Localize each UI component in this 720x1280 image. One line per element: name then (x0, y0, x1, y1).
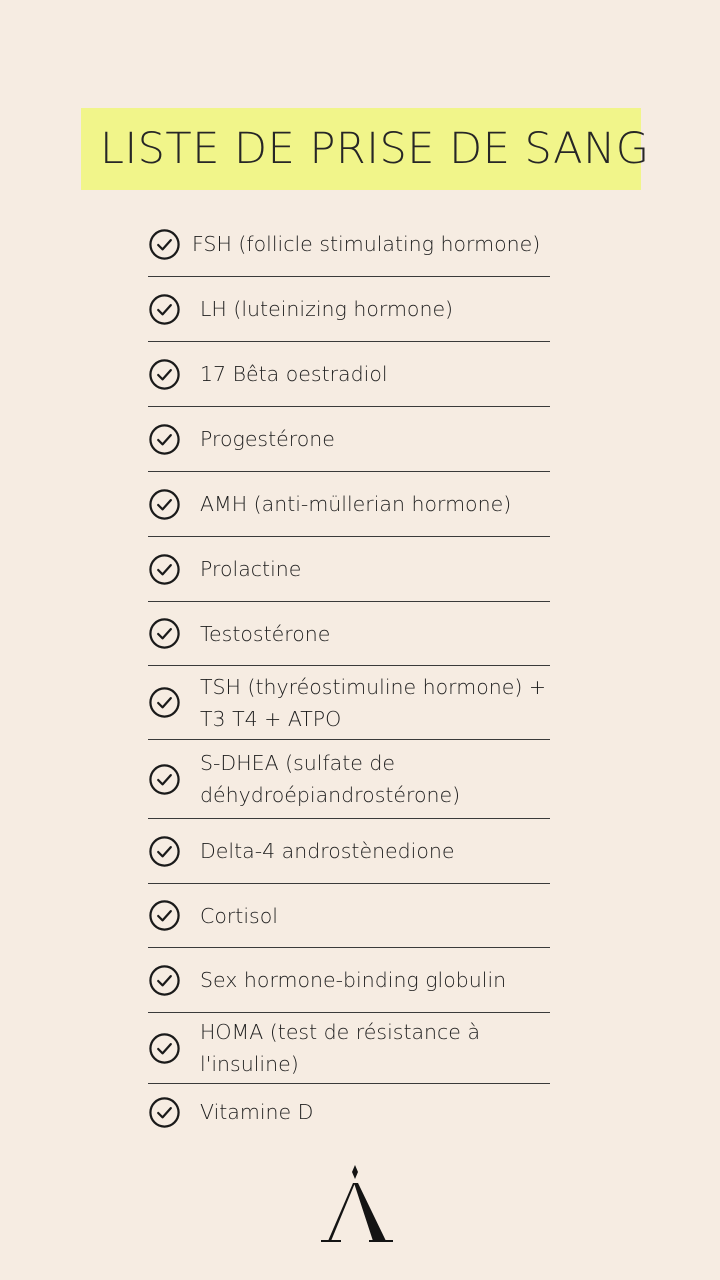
list-item-label: 17 Bêta oestradiol (200, 362, 388, 386)
page-title: LISTE DE PRISE DE SANG (100, 124, 650, 174)
check-circle-icon (148, 228, 181, 261)
list-item-label: S-DHEA (sulfate de déhydroépiandrostérone) (200, 751, 461, 807)
check-circle-icon (148, 835, 181, 868)
list-item (148, 407, 550, 472)
list-item-label: LH (luteinizing hormone) (200, 297, 454, 321)
list-item-label: Vitamine D (200, 1100, 314, 1124)
list-item (148, 740, 550, 819)
list-item-label: Prolactine (200, 557, 302, 581)
brand-logo-icon (317, 1163, 397, 1245)
list-item-label: AMH (anti-müllerian hormone) (200, 492, 512, 516)
check-circle-icon (148, 686, 181, 719)
list-item (148, 537, 550, 602)
list-item (148, 666, 550, 740)
list-item (148, 212, 550, 277)
list-item (148, 1013, 550, 1084)
list-item (148, 472, 550, 537)
check-circle-icon (148, 964, 181, 997)
list-item-label: FSH (follicle stimulating hormone) (192, 232, 541, 256)
check-circle-icon (148, 553, 181, 586)
list-item (148, 277, 550, 342)
list-item-label: Delta-4 androstènedione (200, 839, 455, 863)
list-item (148, 1084, 550, 1140)
list-item (148, 884, 550, 948)
check-circle-icon (148, 617, 181, 650)
check-circle-icon (148, 358, 181, 391)
check-circle-icon (148, 1096, 181, 1129)
check-circle-icon (148, 899, 181, 932)
check-circle-icon (148, 423, 181, 456)
check-circle-icon (148, 763, 181, 796)
list-item (148, 602, 550, 666)
list-item (148, 948, 550, 1013)
list-item-label: TSH (thyréostimuline hormone) + T3 T4 + ATPO (200, 674, 547, 731)
list-item (148, 342, 550, 407)
list-item-label: Progestérone (200, 427, 335, 451)
list-item-label: Testostérone (200, 621, 331, 646)
list-item-label: Sex hormone-binding globulin (200, 968, 507, 992)
checklist (148, 212, 550, 1140)
list-item-label: Cortisol (200, 903, 278, 928)
check-circle-icon (148, 488, 181, 521)
list-item (148, 819, 550, 884)
check-circle-icon (148, 293, 181, 326)
check-circle-icon (148, 1032, 181, 1065)
list-item-label: HOMA (test de résistance à l'insuline) (200, 1020, 481, 1076)
